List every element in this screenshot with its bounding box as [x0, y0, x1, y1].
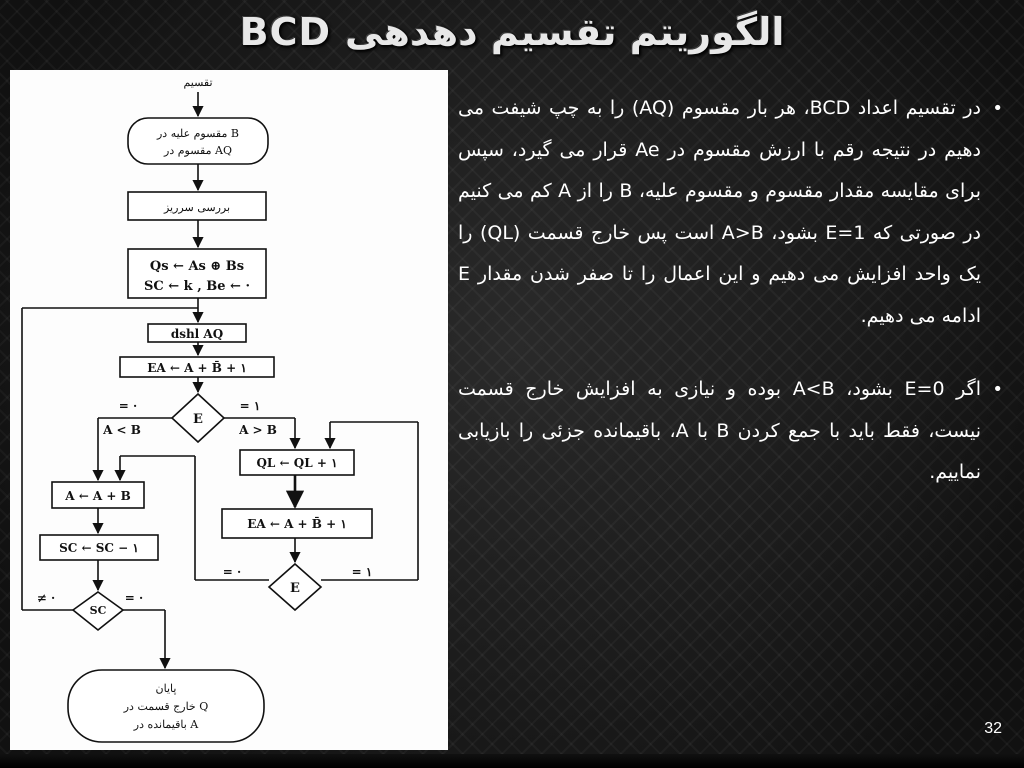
flowchart-init-box [128, 118, 268, 164]
bullet-text: اگر E=0 بشود، A<B بوده و نیازی به افزایش خارج قسمت نیست، فقط باید با جمع کردن B با A، باقیمانده جزئی را بازیابی نماییم. [458, 378, 981, 483]
bottom-band [0, 754, 1024, 768]
flowchart-increment-label: QL ← QL + ۱ [256, 456, 338, 470]
flowchart-shift-label: dshl AQ [170, 327, 224, 341]
flowchart-end-line2: خارج قسمت در Q [123, 700, 209, 713]
flowchart-setup-line1: Qs ← As ⊕ Bs [149, 259, 245, 274]
flowchart-subtract2-label: EA ← A + B̄ + ۱ [247, 517, 347, 531]
flowchart-decrement-label: SC ← SC − ۱ [59, 541, 139, 555]
bullet-dot-icon: • [992, 98, 1003, 119]
flowchart-eq0-label: = · [118, 399, 138, 413]
flowchart-init-line2: مقسوم در AQ [164, 144, 232, 157]
flowchart-end-line3: باقیمانده در A [133, 718, 199, 731]
slide-title [0, 0, 1024, 64]
flowchart-ne0-label: ≠ · [36, 591, 56, 605]
flowchart-restore-label: A ← A + B [65, 489, 131, 503]
flowchart-a-gt-b: A > B [239, 423, 277, 437]
bullet-item [458, 88, 1003, 337]
bullet-text: در تقسیم اعداد BCD، هر بار مقسوم (AQ) را به چپ شیفت می دهیم در نتیجه رقم با ارزش مقسوم در Ae قرار می گیرد، سپس برای مقایسه مقدار مقسوم و مقسوم علیه، B را از A کم می کنیم در صورتی که E=1 بشود، A>B است پس خارج قسمت (QL) را یک واحد افزایش می دهیم و این اعمال را تا صفر شدن مقدار E ادامه می دهیم. [458, 97, 982, 327]
flowchart-start-label: تقسیم [183, 76, 213, 89]
flowchart-setup-line2: SC ← k , Be ← · [144, 279, 250, 294]
slide-body [458, 88, 1003, 526]
flowchart-eq1-2-label: = ۱ [351, 565, 373, 579]
flowchart-figure [10, 70, 448, 750]
flowchart-eq0-sc-label: = · [124, 591, 144, 605]
flowchart-diagram [10, 70, 448, 750]
flowchart-end-line1: پایان [155, 682, 177, 695]
bullet-dot-icon: • [992, 379, 1003, 400]
flowchart-init-line1: مقسوم علیه در B [157, 127, 239, 140]
flowchart-a-lt-b: A < B [103, 423, 141, 437]
flowchart-decision-e-label: E [193, 412, 203, 427]
flowchart-eq0-2-label: = · [222, 565, 242, 579]
bullet-list [458, 88, 1003, 494]
page-number: 32 [984, 720, 1002, 737]
slide-title-latin: BCD [239, 10, 332, 54]
flowchart-eq1-label: = ۱ [239, 399, 261, 413]
flowchart-subtract-label: EA ← A + B̄ + ۱ [147, 361, 247, 375]
flowchart-decision-e2-label: E [290, 581, 300, 596]
flowchart-decision-sc-label: SC [89, 604, 107, 617]
flowchart-overflow-label: بررسی سرریز [163, 201, 231, 214]
slide-title-persian: الگوریتم تقسیم دهدهی [345, 10, 785, 54]
bullet-item [458, 369, 1003, 494]
